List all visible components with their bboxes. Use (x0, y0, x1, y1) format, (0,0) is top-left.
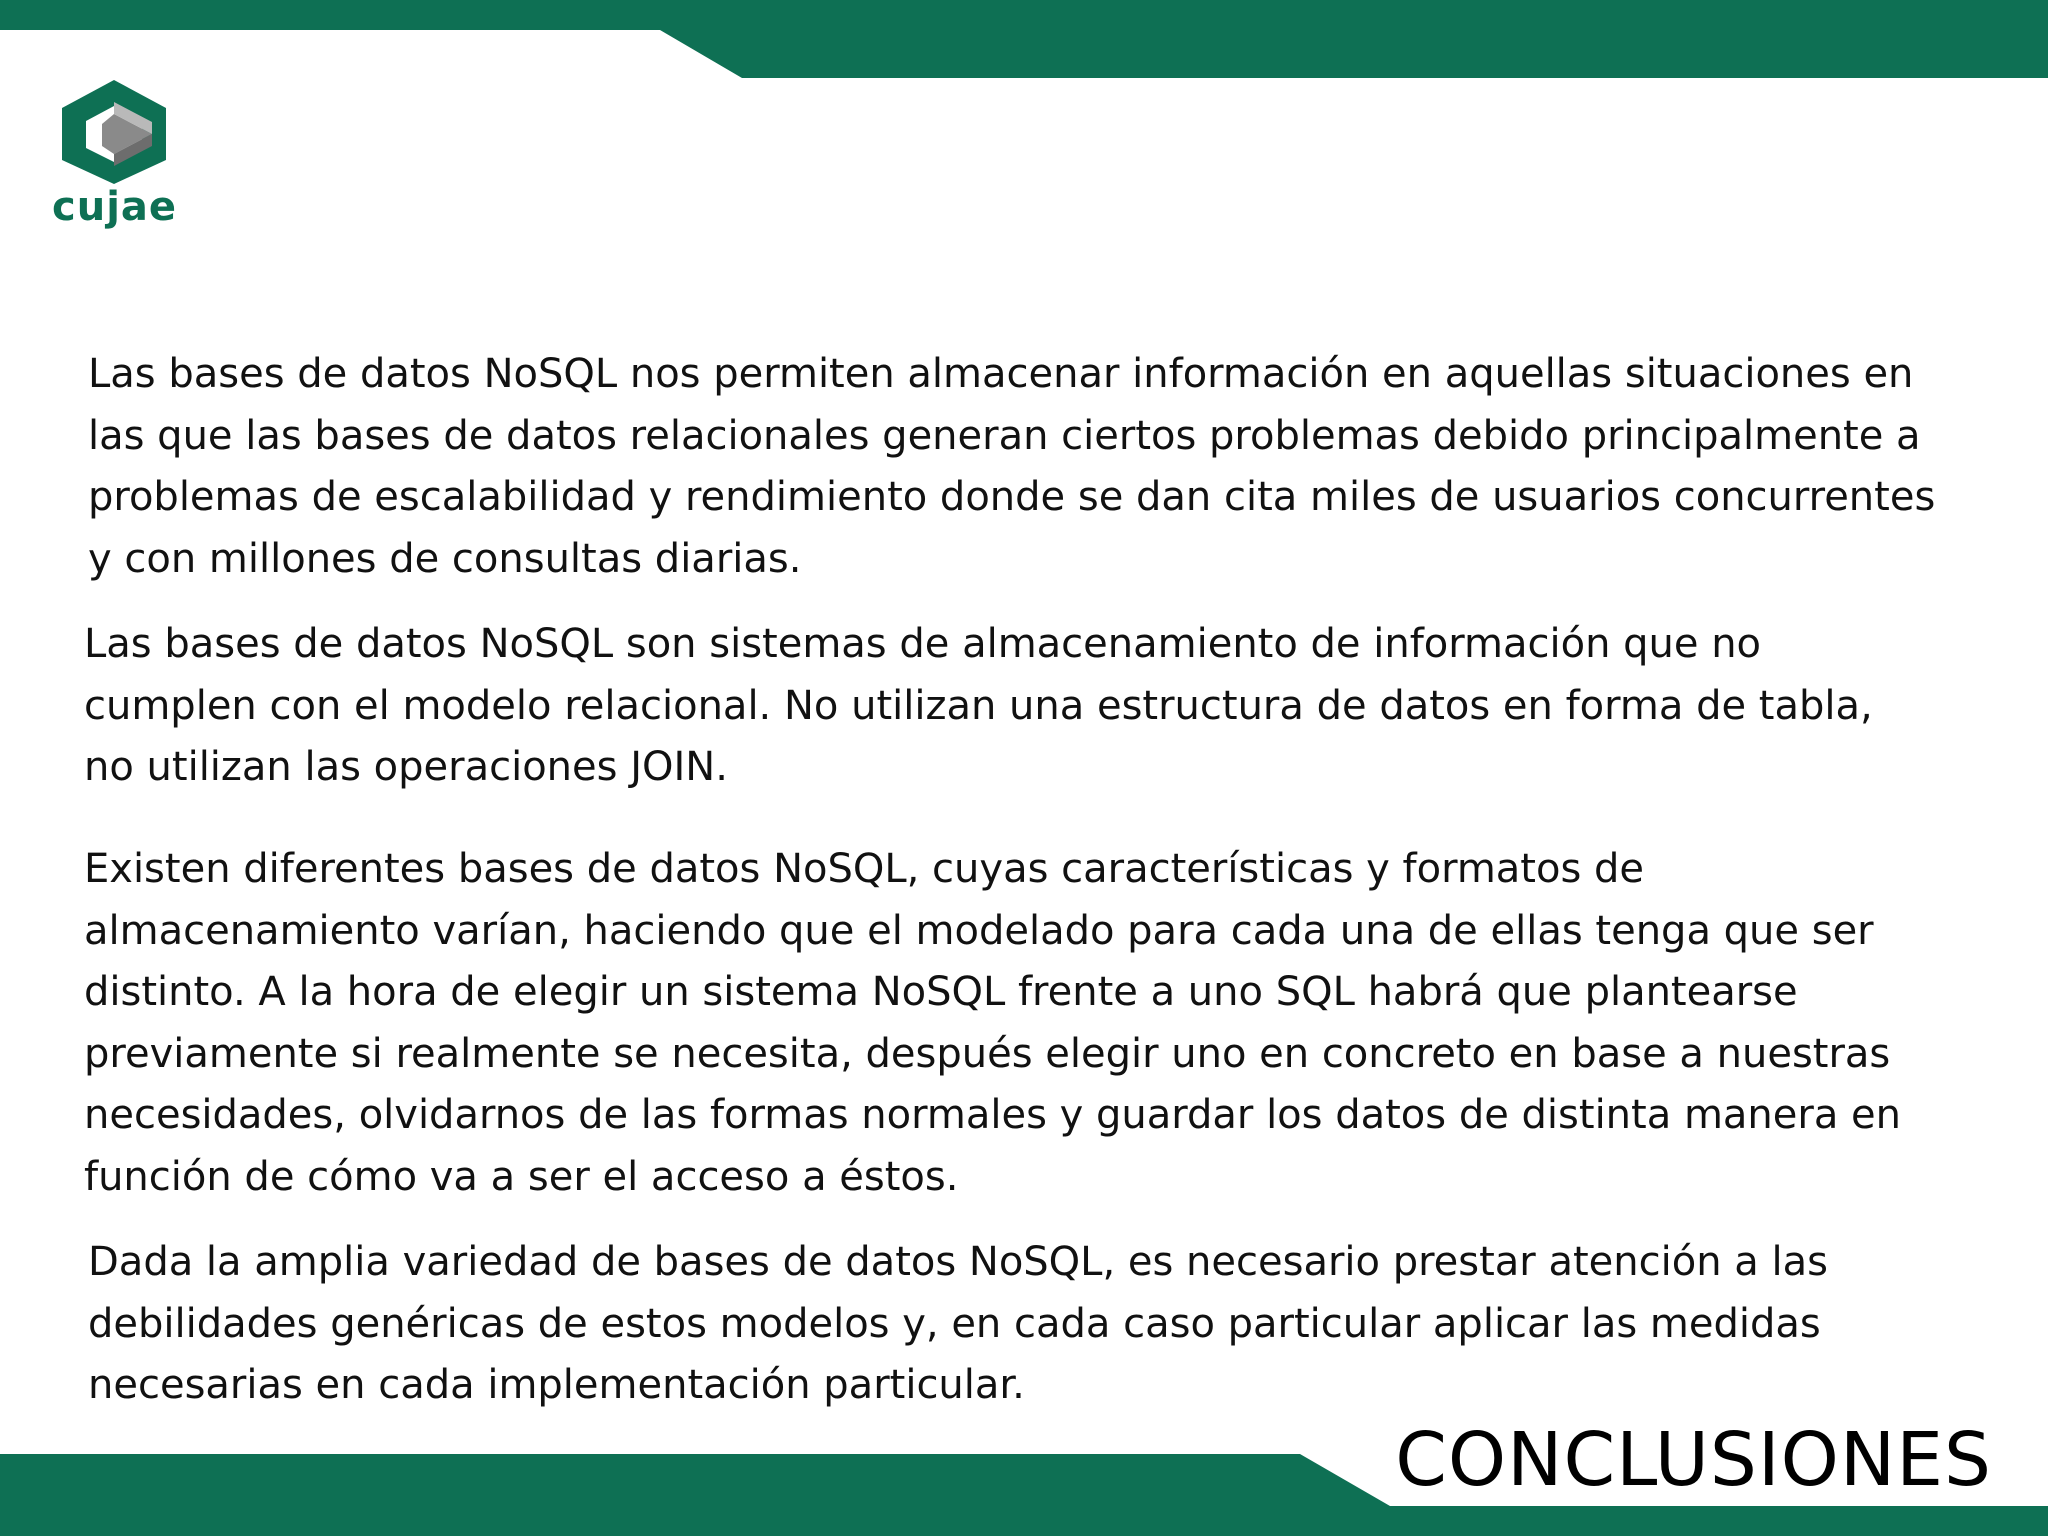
paragraph-2 (84, 614, 1873, 799)
text-line: Las bases de datos NoSQL son sistemas de almacenamiento de información que no (84, 621, 1762, 667)
slide-title: CONCLUSIONES (1395, 1417, 1992, 1503)
cube-logo-icon (52, 76, 176, 186)
paragraph-4 (88, 1232, 1828, 1417)
text-line: cumplen con el modelo relacional. No utilizan una estructura de datos en forma de tabla, (84, 682, 1873, 729)
text-line: no utilizan las operaciones JOIN. (84, 744, 728, 790)
text-line: y con millones de consultas diarias. (88, 535, 802, 582)
text-line: Existen diferentes bases de datos NoSQL, cuyas características y formatos de (84, 846, 1644, 892)
text-line: necesidades, olvidarnos de las formas normales y guardar los datos de distinta manera en (84, 1092, 1902, 1138)
text-line: debilidades genéricas de estos modelos y, en cada caso particular aplicar las medidas (88, 1300, 1821, 1347)
text-line: distinto. A la hora de elegir un sistema NoSQL frente a uno SQL habrá que plantearse (84, 969, 1798, 1015)
logo-text: cujae (52, 184, 178, 230)
text-line: almacenamiento varían, haciendo que el modelado para cada una de ellas tenga que ser (84, 907, 1874, 954)
text-line: Dada la amplia variedad de bases de datos NoSQL, es necesario prestar atención a las (88, 1239, 1828, 1285)
paragraph-1 (88, 344, 1935, 590)
text-line: necesarias en cada implementación particular. (88, 1362, 1025, 1408)
cujae-logo (52, 76, 182, 246)
text-line: las que las bases de datos relacionales generan ciertos problemas debido principalmente a (88, 412, 1921, 459)
top-band (0, 0, 2048, 78)
paragraph-3 (84, 839, 1901, 1208)
text-line: problemas de escalabilidad y rendimiento donde se dan cita miles de usuarios concurrentes (88, 474, 1936, 520)
text-line: Las bases de datos NoSQL nos permiten almacenar información en aquellas situaciones en (88, 351, 1914, 397)
text-line: función de cómo va a ser el acceso a éstos. (84, 1153, 959, 1200)
text-line: previamente si realmente se necesita, después elegir uno en concreto en base a nuestras (84, 1030, 1891, 1077)
